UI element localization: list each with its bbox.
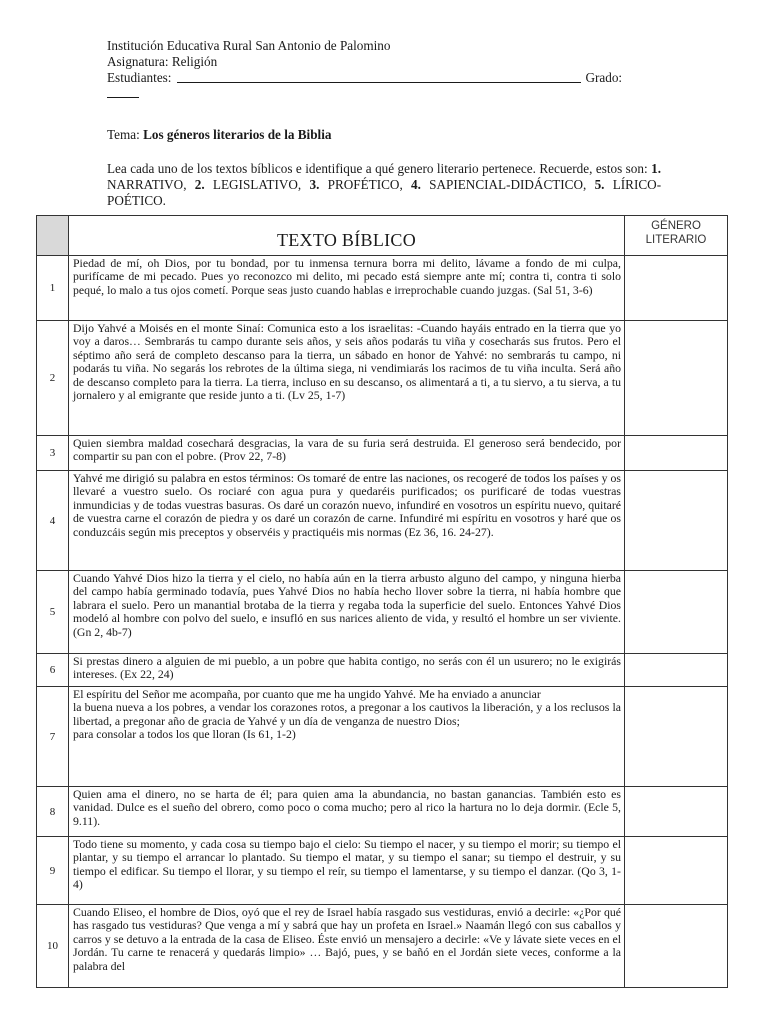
genre-answer-cell[interactable] bbox=[625, 687, 728, 787]
row-number: 1 bbox=[37, 256, 69, 321]
row-text: Cuando Eliseo, el hombre de Dios, oyó que el rey de Israel había rasgado sus vestiduras, envió a decirle: «¿Por qué has rasgado tus vestiduras? Que venga a mí y sabrá que hay un profeta en Israel.» Naamán llegó con sus caballos y carros y se detuvo a la entrada de la casa de Eliseo. Éste envió un mensajero a decirle: «Ve y lávate siete veces en el Jordán. Tu carne te renacerá y quedarás limpio» … Bajó, pues, y se bañó en el Jordán siete veces, conforme a la palabra del bbox=[69, 905, 625, 988]
table-row bbox=[37, 654, 728, 687]
table-row bbox=[37, 837, 728, 905]
genre-answer-cell[interactable] bbox=[625, 787, 728, 837]
row-text: Piedad de mí, oh Dios, por tu bondad, por tu inmensa ternura borra mi delito, lávame a fondo de mi culpa, purifícame de mi pecado. Pues yo reconozco mi delito, mi pecado está siempre ante mí; contra ti, contra ti solo pequé, lo malo a tus ojos cometí. Porque seas justo cuando hablas e irreprochable cuando juzgas. (Sal 51, 3-6) bbox=[69, 256, 625, 321]
row-text: Si prestas dinero a alguien de mi pueblo, a un pobre que habita contigo, no serás con él un usurero; no le exigirás intereses. (Ex 22, 24) bbox=[69, 654, 625, 687]
genre-answer-cell[interactable] bbox=[625, 321, 728, 436]
students-blank[interactable] bbox=[177, 82, 581, 83]
row-number: 2 bbox=[37, 321, 69, 436]
genre-number: 3. bbox=[309, 177, 320, 192]
row-number: 6 bbox=[37, 654, 69, 687]
row-text: Cuando Yahvé Dios hizo la tierra y el cielo, no había aún en la tierra arbusto alguno del campo, y ninguna hierba del campo había germinado todavía, pues Yahvé Dios no había hecho llover sobre la tierra, ni había hombre que labrara el suelo. Pero un manantial brotaba de la tierra y regaba toda la superficie del suelo. Entonces Yahvé Dios modeló al hombre con polvo del suelo, e insufló en sus narices aliento de vida, y resultó el hombre un ser viviente. (Gn 2, 4b-7) bbox=[69, 571, 625, 654]
header-text-cell: TEXTO BÍBLICO bbox=[69, 216, 625, 256]
genre-answer-cell[interactable] bbox=[625, 905, 728, 988]
genre-answer-cell[interactable] bbox=[625, 837, 728, 905]
table-row bbox=[37, 905, 728, 988]
row-number: 8 bbox=[37, 787, 69, 837]
instructions-lead: Lea cada uno de los textos bíblicos e identifique a qué genero literario pertenece. Recuerde, estos son: bbox=[107, 161, 648, 176]
row-text: Quien siembra maldad cosechará desgracias, la vara de su furia será destruida. El generoso será bendecido, por compartir su pan con el pobre. (Prov 22, 7-8) bbox=[69, 436, 625, 471]
students-row bbox=[107, 70, 667, 86]
genre-name: PROFÉTICO bbox=[327, 177, 400, 192]
genre-name: SAPIENCIAL-DIDÁCTICO bbox=[429, 177, 584, 192]
institution-name: Institución Educativa Rural San Antonio de Palomino bbox=[107, 38, 391, 53]
row-number: 4 bbox=[37, 471, 69, 571]
genre-name: LEGISLATIVO bbox=[212, 177, 298, 192]
genre-number: 4. bbox=[411, 177, 421, 192]
row-text: Yahvé me dirigió su palabra en estos términos: Os tomaré de entre las naciones, os recogeré de todos los países y os llevaré a vuestro suelo. Os rociaré con agua pura y quedaréis purificados; os purificaré de todas vuestras inmundicias y de todas vuestras basuras. Os daré un corazón nuevo, infundiré en vosotros un espíritu nuevo, quitaré de vuestra carne el corazón de piedra y os daré un corazón de carne. Infundiré mi espíritu en vosotros y haré que os conduzcáis según mis preceptos y observéis y practiquéis mis normas (Ez 36, 16. 24-27). bbox=[69, 471, 625, 571]
row-number: 10 bbox=[37, 905, 69, 988]
table-row bbox=[37, 571, 728, 654]
genre-number: 5. bbox=[594, 177, 605, 192]
row-text: Todo tiene su momento, y cada cosa su tiempo bajo el cielo: Su tiempo el nacer, y su tiempo el morir; su tiempo el plantar, y su tiempo el arrancar lo plantado. Su tiempo el matar, y su tiempo el sanar; su tiempo el destruir, y su tiempo el edificar. Su tiempo el llorar, y su tiempo el reír, su tiempo el lamentarse, y su tiempo el danzar. (Qo 3, 1-4) bbox=[69, 837, 625, 905]
table-row bbox=[37, 687, 728, 787]
instructions: Lea cada uno de los textos bíblicos e identifique a qué genero literario pertenece. Recuerde, estos son: 1. NARRATIVO, 2. LEGISLATIVO, 3. PROFÉTICO, 4. SAPIENCIAL-DIDÁCTICO, 5. LÍRICO-POÉTICO. bbox=[107, 161, 662, 208]
row-text bbox=[69, 687, 625, 787]
genre-number: 1. bbox=[651, 161, 661, 176]
grade-blank[interactable] bbox=[107, 87, 139, 98]
students-label: Estudiantes: bbox=[107, 70, 172, 85]
genre-answer-cell[interactable] bbox=[625, 471, 728, 571]
table-row bbox=[37, 471, 728, 571]
row-number: 9 bbox=[37, 837, 69, 905]
row-text: Quien ama el dinero, no se harta de él; para quien ama la abundancia, no bastan ganancias. También esto es vanidad. Dulce es el sueño del obrero, como poco o coma mucho; pero al rico la hartura no lo deja dormir. (Ecle 5, 9.11). bbox=[69, 787, 625, 837]
topic-title: Los géneros literarios de la Biblia bbox=[143, 127, 332, 142]
genre-answer-cell[interactable] bbox=[625, 436, 728, 471]
topic-label: Tema: bbox=[107, 127, 140, 142]
row-number: 7 bbox=[37, 687, 69, 787]
header-genre-cell: GÉNERO LITERARIO bbox=[625, 216, 728, 256]
genre-name: LÍRICO-POÉTICO. bbox=[107, 177, 662, 208]
genre-number: 2. bbox=[194, 177, 205, 192]
row-number: 3 bbox=[37, 436, 69, 471]
row-text: Dijo Yahvé a Moisés en el monte Sinaí: Comunica esto a los israelitas: -Cuando hayáis entrado en la tierra que yo voy a daros… Sembrarás tu campo durante seis años, y seis años podarás tu viña y cosecharás sus frutos. Pero el séptimo año será de completo descanso para la tierra, un sábado en honor de Yahvé: no sembrarás tu campo, ni podarás tu viña. No segarás los rebrotes de la última siega, ni vendimiarás los racimos de tu viña inculta. Será año de descanso completo para la tierra. La tierra, incluso en su descanso, os alimentará a ti, a tu siervo, a tu sierva, a tu jornalero y al emigrante que reside junto a ti. (Lv 25, 1-7) bbox=[69, 321, 625, 436]
row-number: 5 bbox=[37, 571, 69, 654]
table-row bbox=[37, 787, 728, 837]
genre-answer-cell[interactable] bbox=[625, 654, 728, 687]
grade-label: Grado: bbox=[585, 70, 623, 85]
verse-line: El espíritu del Señor me acompaña, por cuanto que me ha ungido Yahvé. Me ha enviado a anunciar bbox=[73, 687, 541, 701]
genre-name: NARRATIVO bbox=[107, 177, 184, 192]
table-row bbox=[37, 321, 728, 436]
table-row bbox=[37, 436, 728, 471]
verse-line: para consolar a todos los que lloran (Is 61, 1-2) bbox=[73, 727, 296, 742]
genre-answer-cell[interactable] bbox=[625, 256, 728, 321]
table-row bbox=[37, 256, 728, 321]
genre-answer-cell[interactable] bbox=[625, 571, 728, 654]
topic-line bbox=[107, 127, 331, 143]
header-number-cell bbox=[37, 216, 69, 256]
document-header bbox=[107, 38, 667, 102]
genre-table bbox=[36, 215, 728, 988]
verse-line: la buena nueva a los pobres, a vendar los corazones rotos, a pregonar a los cautivos la liberación, y a los reclusos la libertad, a pregonar año de gracia de Yahvé y un día de venganza de nuestro Dios; bbox=[73, 700, 621, 728]
subject-line: Asignatura: Religión bbox=[107, 54, 218, 69]
table-header-row bbox=[37, 216, 728, 256]
